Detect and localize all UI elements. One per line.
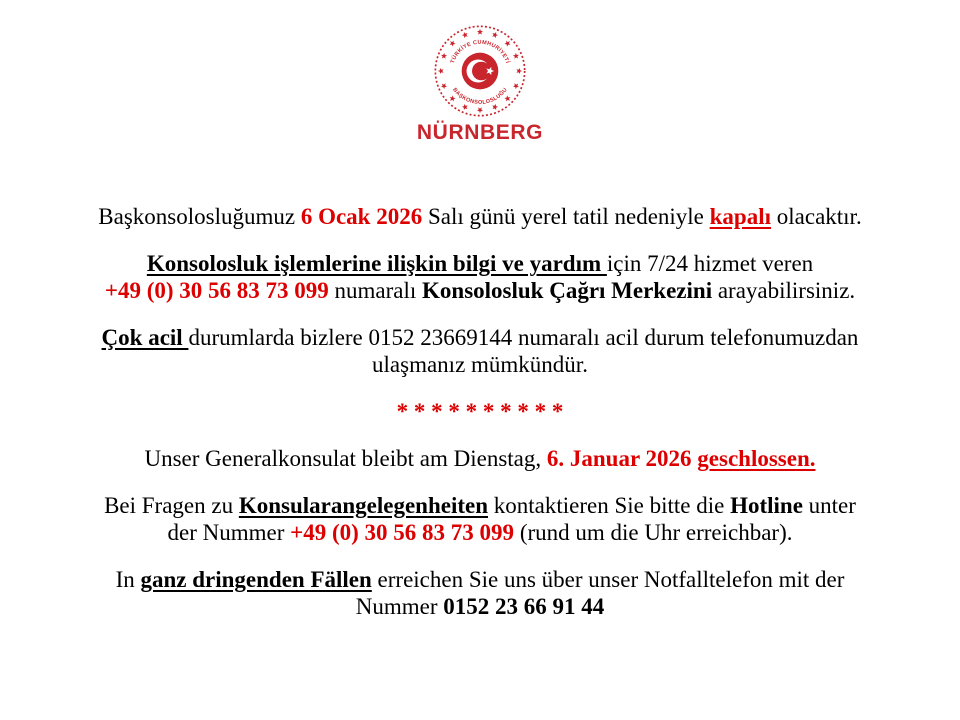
text-run: Konsularangelegenheiten: [238, 493, 488, 518]
text-run: 6. Januar 2026: [546, 446, 698, 471]
text-run: ganz dringenden Fällen: [140, 567, 372, 592]
text-run: Konsolosluk Çağrı Merkezini: [422, 278, 713, 303]
text-run: erreichen Sie uns über unser Notfalltelefon mit der: [371, 567, 845, 592]
paragraph-tr-hotline: [6, 250, 954, 304]
text-run: kontaktieren Sie bitte die: [488, 493, 731, 518]
text-run: Unser Generalkonsulat bleibt am Dienstag,: [144, 446, 547, 471]
paragraph-tr-emergency: [6, 324, 954, 378]
emblem-top-text: TÜRKİYE CUMHURİYETİ: [449, 39, 511, 65]
paragraph-de-hotline: [6, 492, 954, 546]
text-run: ulaşmanız mümkündür.: [372, 352, 588, 377]
paragraph-de-closure: [6, 445, 954, 472]
paragraph-de-emergency: [6, 566, 954, 620]
text-run: Salı günü yerel tatil nedeniyle: [422, 204, 710, 229]
text-run: Bei Fragen zu: [104, 493, 239, 518]
separator-asterisks: [6, 398, 954, 425]
text-run: In: [115, 567, 141, 592]
text-run: Hotline: [730, 493, 803, 518]
text-run: Nummer: [355, 594, 444, 619]
text-run: Çok acil: [101, 325, 189, 350]
emblem-bottom-text: BAŞKONSOLOSLUĞU: [451, 87, 509, 106]
consulate-logo: [0, 0, 960, 145]
text-run: durumlarda bizlere 0152 23669144 numaralı acil durum telefonumuzdan: [188, 325, 859, 350]
text-run: olacaktır.: [771, 204, 862, 229]
text-run: için 7/24 hizmet veren: [606, 251, 814, 276]
consulate-city-label: NÜRNBERG: [416, 121, 544, 144]
consulate-emblem-icon: [433, 24, 527, 118]
text-run: geschlossen.: [697, 446, 816, 471]
text-run: 6 Ocak 2026: [300, 204, 423, 229]
text-run: numaralı: [328, 278, 423, 303]
crescent-star-icon: [462, 53, 499, 90]
text-run: * * * * * * * * * *: [396, 399, 564, 424]
announcement-body: [6, 203, 954, 620]
text-run: kapalı: [709, 204, 772, 229]
text-run: Konsolosluk işlemlerine ilişkin bilgi ve yardım: [146, 251, 607, 276]
text-run: +49 (0) 30 56 83 73 099: [290, 520, 520, 545]
text-run: arayabilirsiniz.: [712, 278, 856, 303]
text-run: Başkonsolosluğumuz: [98, 204, 301, 229]
text-run: 0152 23 66 91 44: [443, 594, 605, 619]
text-run: der Nummer: [167, 520, 291, 545]
text-run: (rund um die Uhr erreichbar).: [519, 520, 793, 545]
text-run: unter: [802, 493, 856, 518]
paragraph-tr-closure: [6, 203, 954, 230]
text-run: +49 (0) 30 56 83 73 099: [104, 278, 329, 303]
